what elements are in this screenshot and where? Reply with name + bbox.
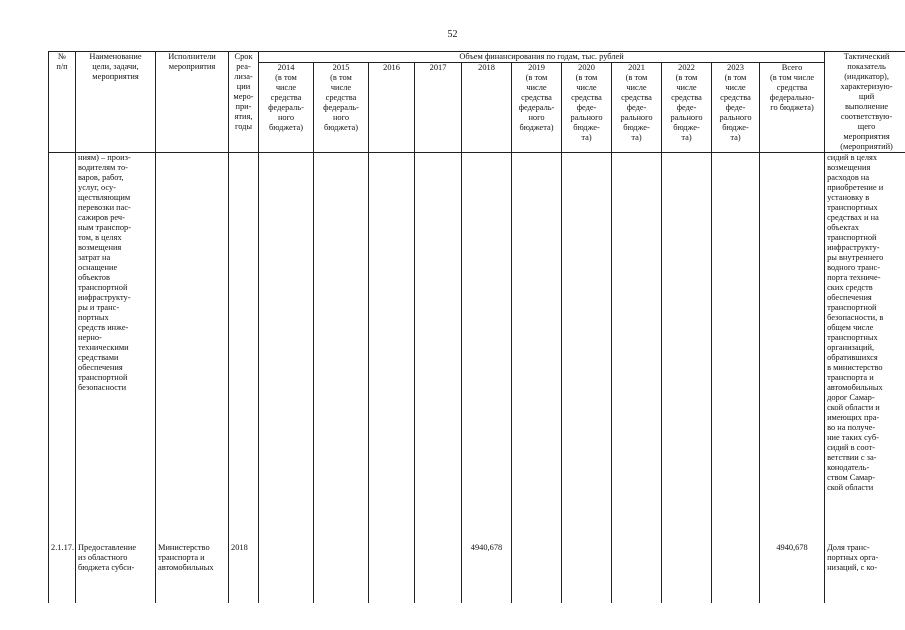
cell-row-num: 2.1.17.	[49, 543, 76, 603]
header-term: Срок реа- лиза- ции меро- при- ятия, годы	[229, 52, 259, 153]
cell-executor	[156, 153, 229, 544]
header-year-2017: 2017	[415, 63, 462, 153]
header-num: № п/п	[49, 52, 76, 153]
header-year-2021: 2021 (в том числе средства феде- рального бюдже- та)	[612, 63, 662, 153]
cell-num	[49, 153, 76, 544]
cell-row-name: Предоставление из областного бюджета субси-	[76, 543, 156, 603]
cell-row-2018: 4940,678	[462, 543, 512, 603]
header-year-2016: 2016	[369, 63, 415, 153]
header-indicator: Тактический показатель (индикатор), характеризую- щий выполнение соответствую- щего мероприятия (мероприятий)	[825, 52, 905, 153]
header-year-2020: 2020 (в том числе средства феде- рального бюдже- та)	[562, 63, 612, 153]
cell-term	[229, 153, 259, 544]
cell-row-term: 2018	[229, 543, 259, 603]
cell-row-total: 4940,678	[760, 543, 825, 603]
header-year-2014: 2014 (в том числе средства федераль- ного бюджета)	[259, 63, 314, 153]
table-row-continuation	[49, 153, 905, 544]
header-funding-title: Объем финансирования по годам, тыс. рублей	[259, 52, 825, 63]
header-name: Наименование цели, задачи, мероприятия	[76, 52, 156, 153]
header-year-2022: 2022 (в том числе средства феде- рального бюдже- та)	[662, 63, 712, 153]
header-executor: Исполнители мероприятия	[156, 52, 229, 153]
funding-table	[48, 51, 905, 603]
cell-indicator-continuation: сидий в целях возмещения расходов на приобретение и установку в транспортных средствах и на объектах транспортной инфраструкту- ры внутреннего водного транс- порта техниче- ских средств обеспечения транспортной безопасности, в общем числе транспортных организаций, обратившихся в министерство транспорта и автомобильных дорог Самар- ской области и имеющих пра- во на получе- ние таких суб- сидий в соот- ветствии с за- конодатель- ством Самар- ской области	[825, 153, 905, 544]
cell-name-continuation: ниям) – произ- водителям то- варов, работ, услуг, осу- ществляющим перевозки пас- сажиров реч- ным транспор- том, в целях возмещения затрат на оснащение объектов транспортной инфраструкту- ры и транс- портных средств инже- нерно- техническими средствами обеспечения транспортной безопасности	[76, 153, 156, 544]
header-total: Всего (в том числе средства федерально- го бюджета)	[760, 63, 825, 153]
header-year-2015: 2015 (в том числе средства федераль- ного бюджета)	[314, 63, 369, 153]
table-row-2-1-17	[49, 543, 905, 603]
cell-row-indicator: Доля транс- портных орга- низаций, с ко-	[825, 543, 905, 603]
header-year-2018: 2018	[462, 63, 512, 153]
header-year-2023: 2023 (в том числе средства феде- рального бюдже- та)	[712, 63, 760, 153]
page-number: 52	[447, 29, 458, 40]
cell-row-executor: Министерство транспорта и автомобильных	[156, 543, 229, 603]
header-year-2019: 2019 (в том числе средства федераль- ного бюджета)	[512, 63, 562, 153]
